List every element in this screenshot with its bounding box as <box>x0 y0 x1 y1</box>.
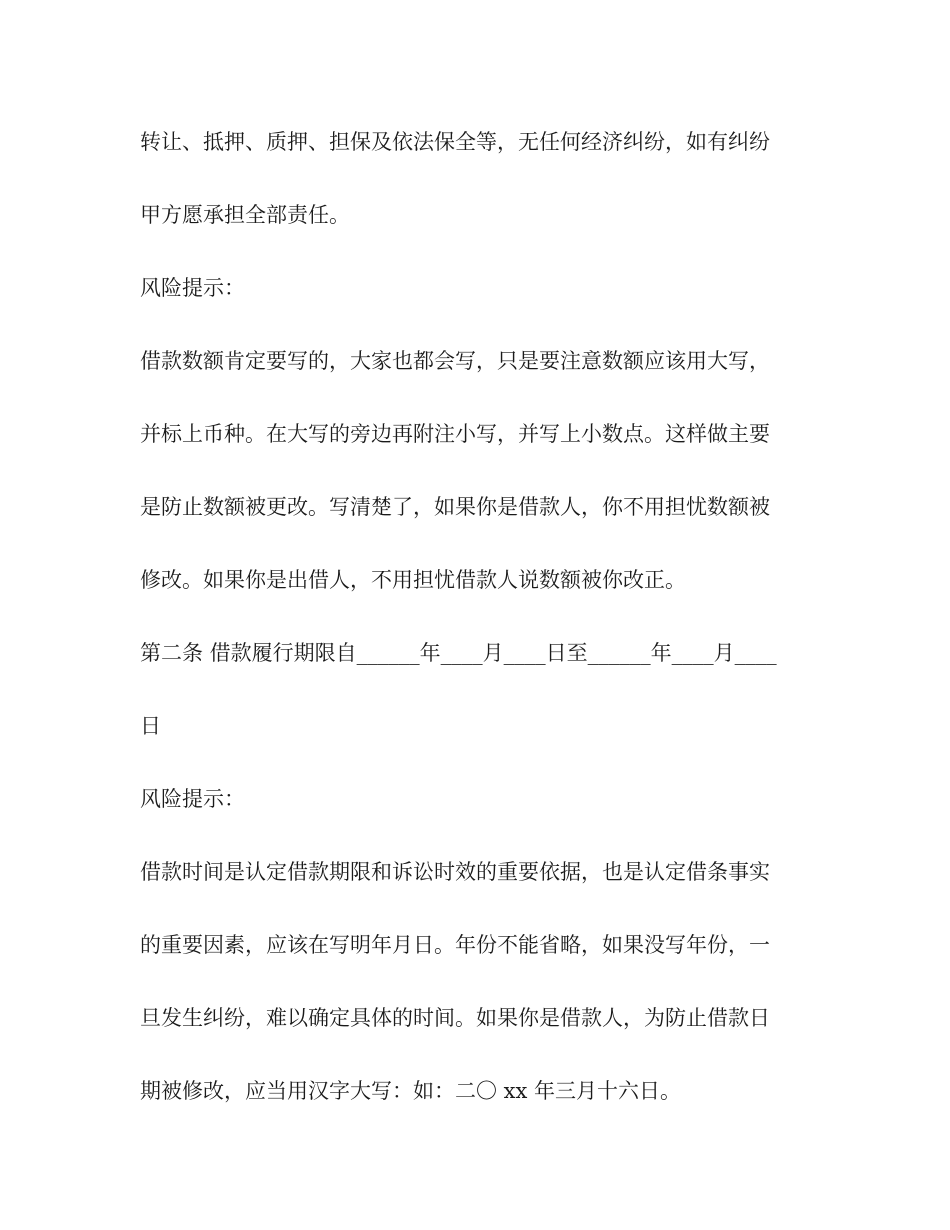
text-line: 转让、抵押、质押、担保及依法保全等，无任何经济纠纷，如有纠纷 <box>140 130 770 154</box>
text-line: 并标上币种。在大写的旁边再附注小写，并写上小数点。这样做主要 <box>140 422 770 446</box>
text-line: 甲方愿承担全部责任。 <box>140 203 350 227</box>
text-line: 期被修改，应当用汉字大写：如：二〇 xx 年三月十六日。 <box>140 1079 682 1103</box>
text-line: 旦发生纠纷，难以确定具体的时间。如果你是借款人，为防止借款日 <box>140 1006 770 1030</box>
text-line: 的重要因素，应该在写明年月日。年份不能省略，如果没写年份，一 <box>140 933 770 957</box>
text-line: 是防止数额被更改。写清楚了，如果你是借款人，你不用担忧数额被 <box>140 495 770 519</box>
section-heading-risk: 风险提示： <box>140 787 245 811</box>
section-heading-risk: 风险提示： <box>140 276 245 300</box>
clause-two-continuation: 日 <box>140 714 161 738</box>
text-line: 借款数额肯定要写的，大家也都会写，只是要注意数额应该用大写， <box>140 349 770 373</box>
text-line: 借款时间是认定借款期限和诉讼时效的重要依据，也是认定借条事实 <box>140 860 770 884</box>
clause-two-line: 第二条 借款履行期限自______年____月____日至______年____月____ <box>140 641 777 665</box>
text-line: 修改。如果你是出借人，不用担忧借款人说数额被你改正。 <box>140 568 686 592</box>
